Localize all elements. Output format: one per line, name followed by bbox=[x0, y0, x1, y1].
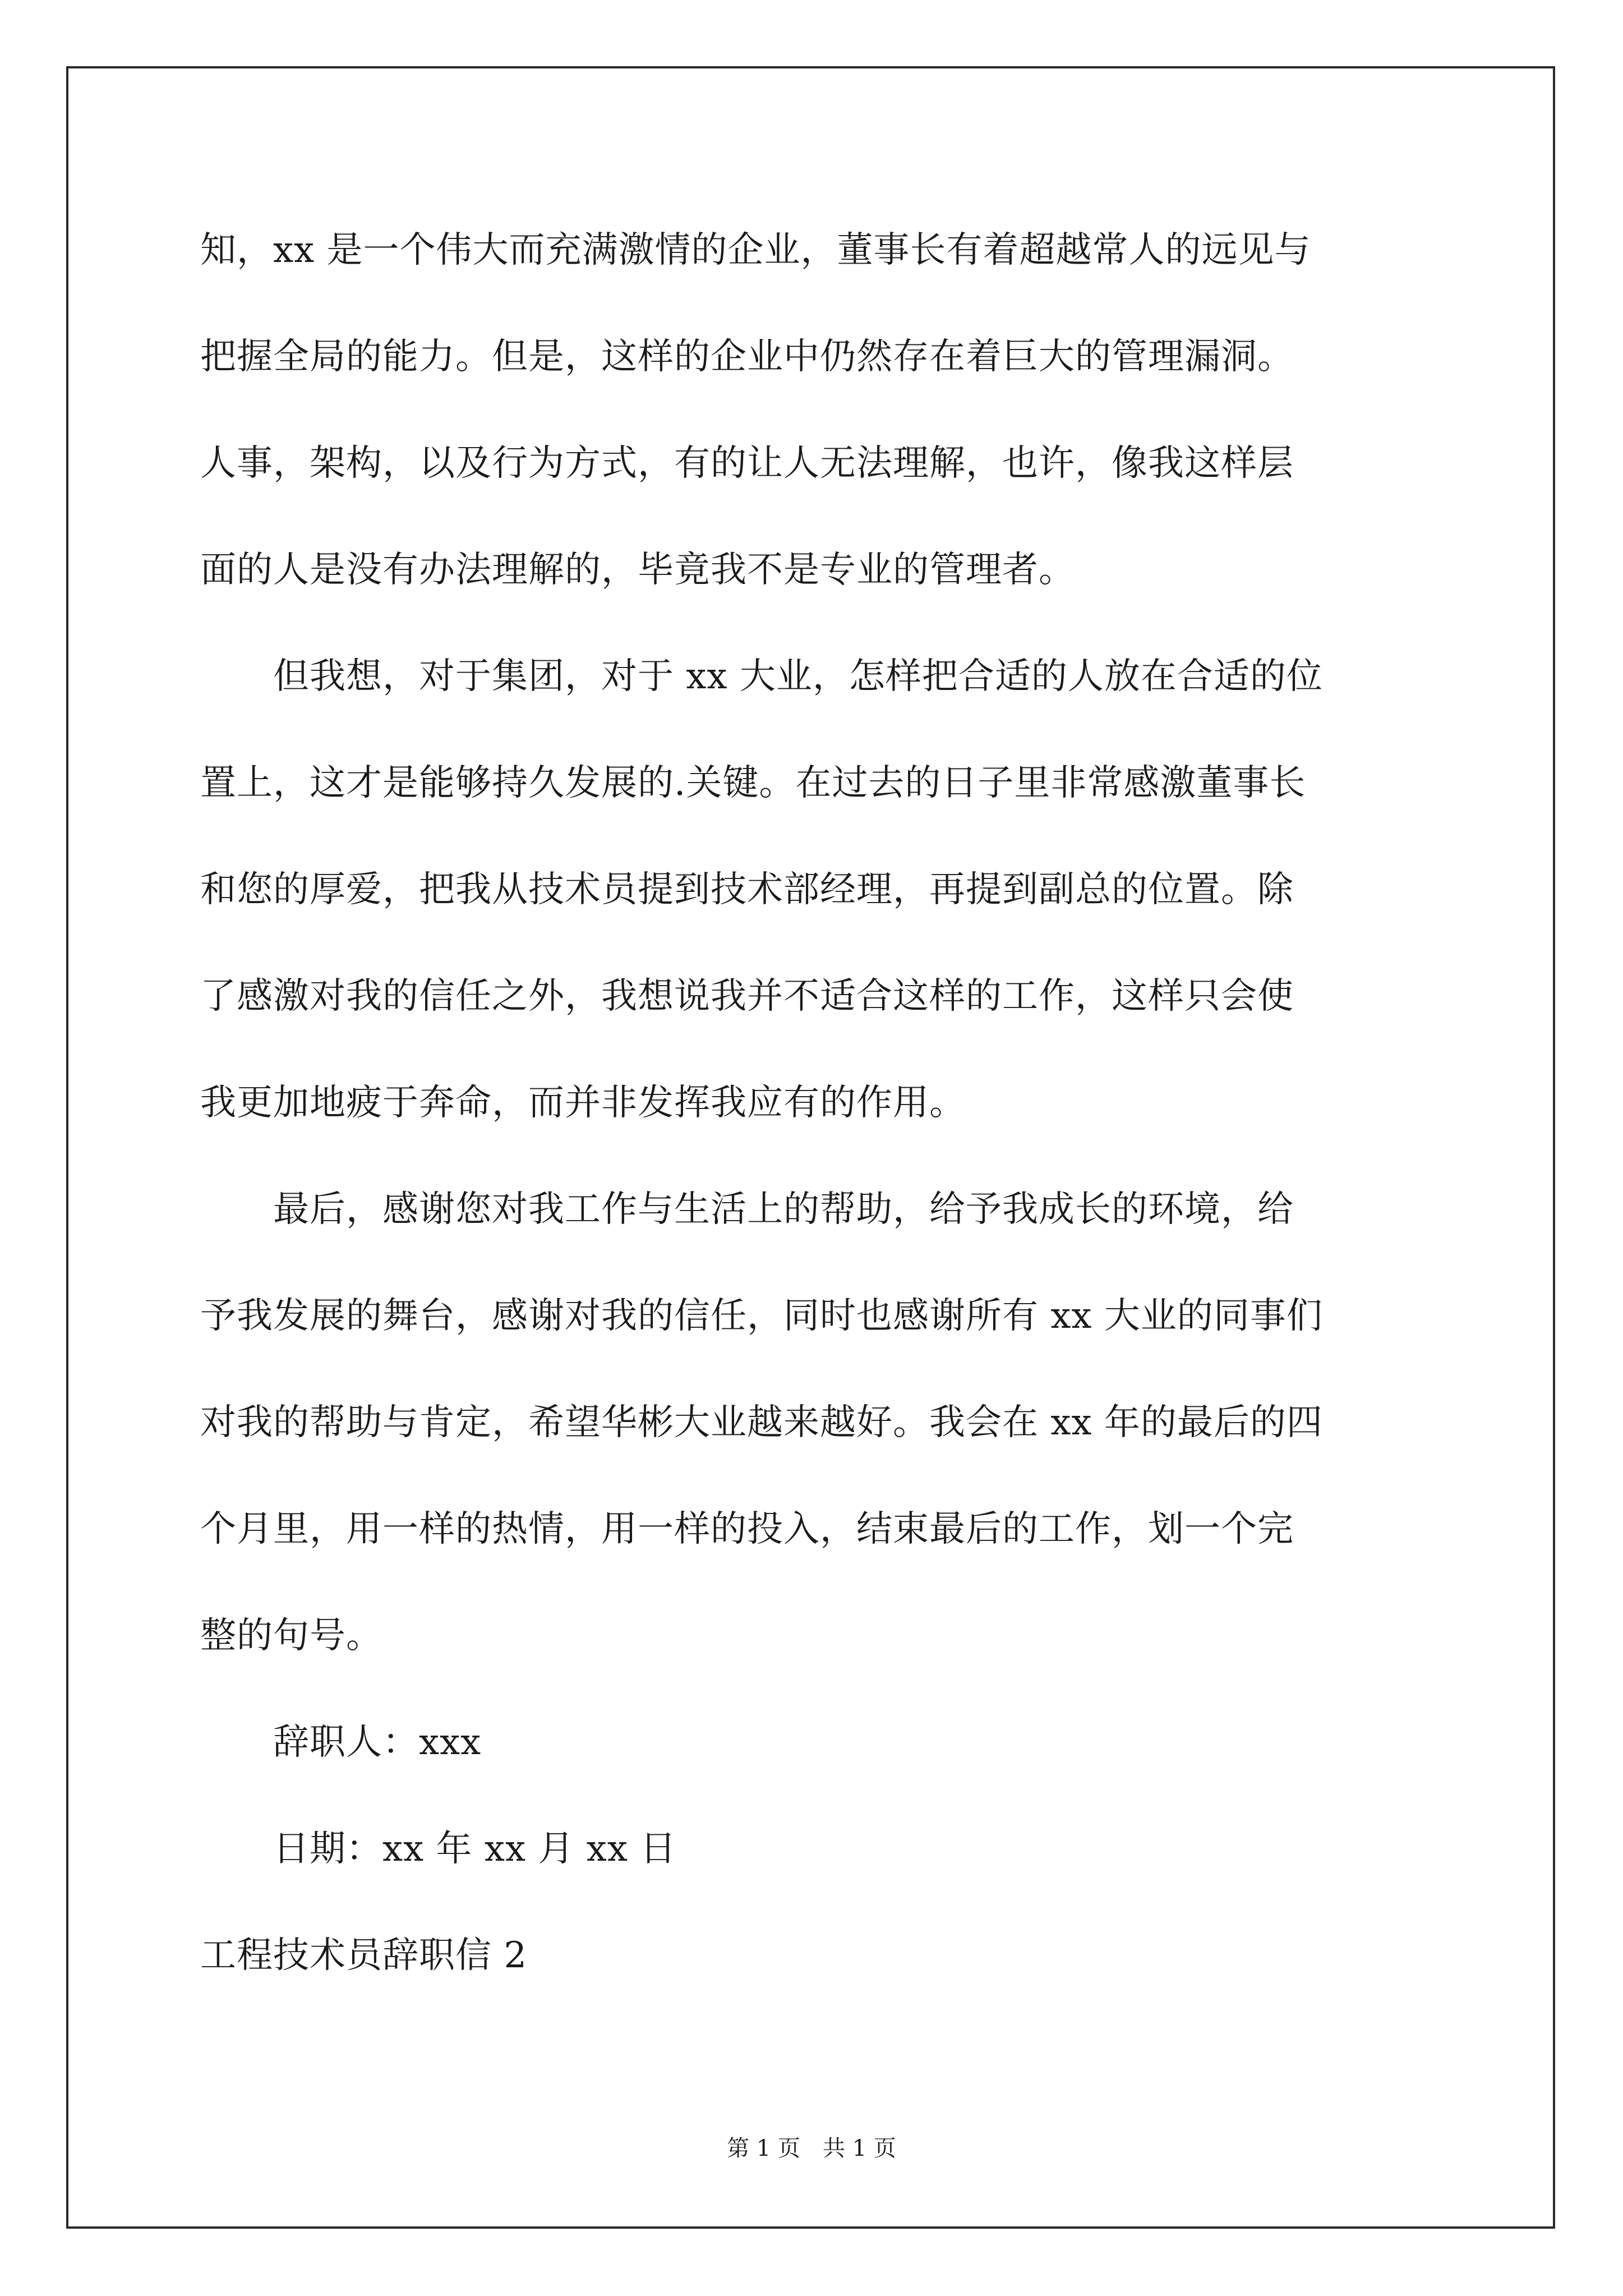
date-line: 日期：xx 年 xx 月 xx 日 bbox=[200, 1828, 677, 1870]
text-line-2: 把握全局的能力。但是，这样的企业中仍然存在着巨大的管理漏洞。 bbox=[200, 336, 1294, 378]
text-line-11: 予我发展的舞台，感谢对我的信任，同时也感谢所有 xx 大业的同事们 bbox=[200, 1295, 1323, 1337]
text-line-8: 了感激对我的信任之外，我想说我并不适合这样的工作，这样只会使 bbox=[200, 976, 1294, 1017]
text-line-9: 我更加地疲于奔命，而并非发挥我应有的作用。 bbox=[200, 1082, 966, 1124]
text-line-10: 最后，感谢您对我工作与生活上的帮助，给予我成长的环境，给 bbox=[200, 1189, 1294, 1230]
text-line-14: 整的句号。 bbox=[200, 1615, 382, 1657]
text-line-3: 人事，架构，以及行为方式，有的让人无法理解，也许，像我这样层 bbox=[200, 443, 1294, 484]
text-line-1: 知，xx 是一个伟大而充满激情的企业，董事长有着超越常人的远见与 bbox=[200, 229, 1311, 271]
text-line-13: 个月里，用一样的热情，用一样的投入，结束最后的工作，划一个完 bbox=[200, 1508, 1294, 1550]
text-line-7: 和您的厚爱，把我从技术员提到技术部经理，再提到副总的位置。除 bbox=[200, 869, 1294, 910]
text-line-4: 面的人是没有办法理解的，毕竟我不是专业的管理者。 bbox=[200, 549, 1075, 591]
text-line-12: 对我的帮助与肯定，希望华彬大业越来越好。我会在 xx 年的最后的四 bbox=[200, 1402, 1323, 1443]
text-line-6: 置上，这才是能够持久发展的.关键。在过去的日子里非常感激董事长 bbox=[200, 762, 1306, 804]
resigner-line: 辞职人：xxx bbox=[200, 1722, 482, 1763]
page-number-footer: 第 1 页 共 1 页 bbox=[727, 2136, 896, 2161]
next-section-heading: 工程技术员辞职信 2 bbox=[200, 1935, 528, 1976]
text-line-5: 但我想，对于集团，对于 xx 大业，怎样把合适的人放在合适的位 bbox=[200, 656, 1323, 697]
